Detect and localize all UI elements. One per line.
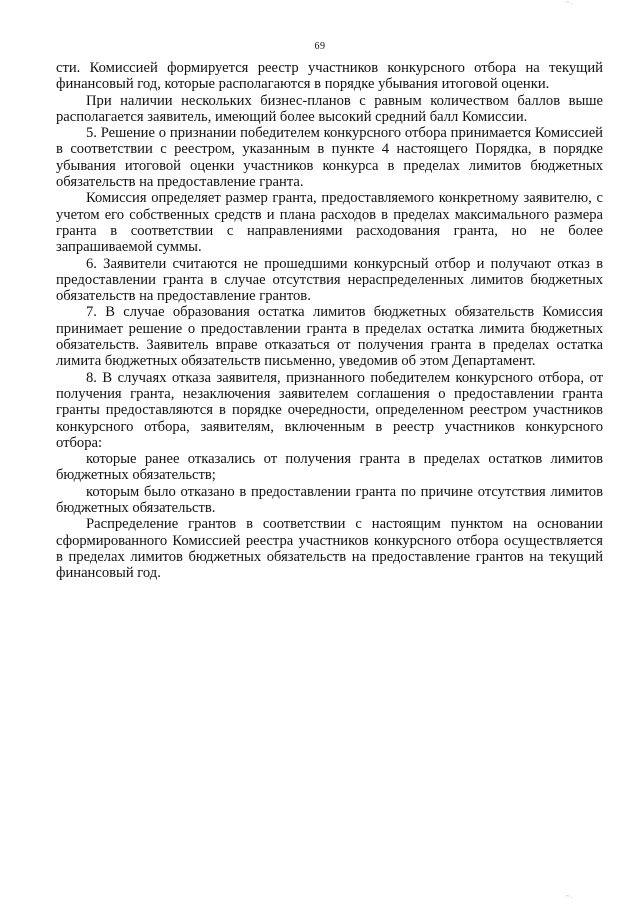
paragraph-grant-size: Комиссия определяет размер гранта, предоставляемого конкретному заявителю, с учетом его собственных средств и плана расходов в пределах максимального размера гранта в соответствии с направлениями расходования гранта, но не более запрашиваемой суммы. [56,190,603,256]
scan-artifact-top: ~ . [566,0,573,6]
paragraph-distribution: Распределение грантов в соответствии с настоящим пунктом на основании сформированного Комиссией реестра участников конкурсного отбора осуществляется в пределах лимитов бюджетных обязательств на предоставление грантов на текущий финансовый год. [56,516,603,582]
paragraph-item-5: 5. Решение о признании победителем конкурсного отбора принимается Комиссией в соответствии с реестром, указанным в пункте 4 настоящего Порядка, в порядке убывания итоговой оценки участников конкурса в пределах лимитов бюджетных обязательств на предоставление гранта. [56,125,603,191]
paragraph-item-8-case-denied: которым было отказано в предоставлении гранта по причине отсутствия лимитов бюджетных обязательств. [56,483,603,517]
paragraph-item-8: 8. В случаях отказа заявителя, признанного победителем конкурсного отбора, от получения гранта, незаключения заявителем соглашения о предоставлении гранта гранты предоставляются в порядке очередности, определенном реестром участников конкурсного отбора, заявителям, включенным в реестр участников конкурсного отбора: [56,369,603,451]
paragraph-register-continuation: сти. Комиссией формируется реестр участников конкурсного отбора на текущий финансовый год, которые располагаются в порядке убывания итоговой оценки. [56,60,603,93]
paragraph-item-8-case-refused: которые ранее отказались от получения гранта в пределах остатков лимитов бюджетных обязательств; [56,451,603,484]
paragraph-equal-scores: При наличии нескольких бизнес-планов с равным количеством баллов выше располагается заявитель, имеющий более высокий средний балл Комиссии. [56,92,603,125]
document-body [56,60,603,582]
page-number: 69 [314,41,326,52]
paragraph-item-7: 7. В случае образования остатка лимитов бюджетных обязательств Комиссия принимает решение о предоставлении гранта в пределах остатка лимита бюджетных обязательств. Заявитель вправе отказаться от получения гранта в пределах остатка лимита бюджетных обязательств письменно, уведомив об этом Департамент. [56,304,603,370]
paragraph-item-6: 6. Заявители считаются не прошедшими конкурсный отбор и получают отказ в предоставлении гранта в случае отсутствия нераспределенных лимитов бюджетных обязательств на предоставление грантов. [56,255,603,305]
scan-artifact-bottom: ~ . [566,894,573,900]
